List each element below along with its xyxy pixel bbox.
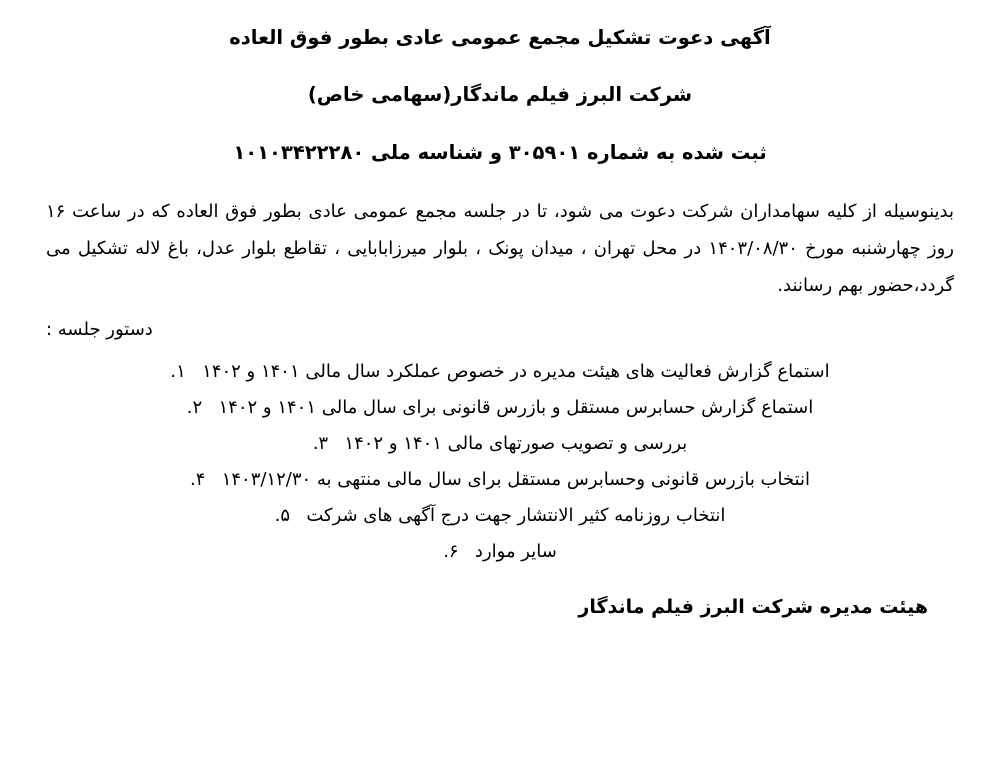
agenda-item-number: ۲. [186,396,203,418]
agenda-item [44,354,956,390]
agenda-item-text: استماع گزارش فعالیت های هیئت مدیره در خصوص عملکرد سال مالی ۱۴۰۱ و ۱۴۰۲ [202,360,830,382]
agenda-item [44,390,956,426]
document-title-line-1: آگهی دعوت تشکیل مجمع عمومی عادی بطور فوق العاده [229,26,771,49]
agenda-item-number: ۴. [189,468,206,490]
agenda-item [44,534,956,570]
agenda-item-text: سایر موارد [474,540,557,562]
agenda-item-number: ۱. [170,360,186,382]
agenda-label: دستور جلسه : [46,318,153,340]
agenda-item [44,426,956,462]
agenda-item-text: انتخاب روزنامه کثیر الانتشار جهت درج آگهی های شرکت [306,504,726,526]
board-signature: هیئت مدیره شرکت البرز فیلم ماندگار [578,595,928,618]
document-title-line-2: شرکت البرز فیلم ماندگار(سهامی خاص) [307,83,693,107]
document-title-line-3: ثبت شده به شماره ۳۰۵۹۰۱ و شناسه ملی ۱۰۱۰۳۴۲۲۲۸۰ [233,140,767,164]
agenda-list [44,354,956,570]
invitation-paragraph: بدینوسیله از کلیه سهامداران شرکت دعوت می شود، تا در جلسه مجمع عمومی عادی بطور فوق العاده که در ساعت ۱۶ روز چهارشنبه مورخ ۱۴۰۳/۰۸/۳۰ در محل تهران ، میدان پونک ، بلوار میرزابابایی ، تقاطع بلوار عدل، باغ لاله تشکیل می گردد،حضور بهم رسانند. [46,201,954,296]
agenda-item-text: استماع گزارش حسابرس مستقل و بازرس قانونی برای سال مالی ۱۴۰۱ و ۱۴۰۲ [218,396,814,418]
agenda-item-number: ۶. [443,540,459,562]
agenda-item-number: ۳. [312,432,329,454]
agenda-item [44,498,956,534]
agenda-item-text: بررسی و تصویب صورتهای مالی ۱۴۰۱ و ۱۴۰۲ [344,432,688,454]
agenda-item-number: ۵. [274,504,290,526]
document-title-block [44,26,956,164]
agenda-item [44,462,956,498]
agenda-item-text: انتخاب بازرس قانونی وحسابرس مستقل برای سال مالی منتهی به ۱۴۰۳/۱۲/۳۰ [221,468,811,490]
